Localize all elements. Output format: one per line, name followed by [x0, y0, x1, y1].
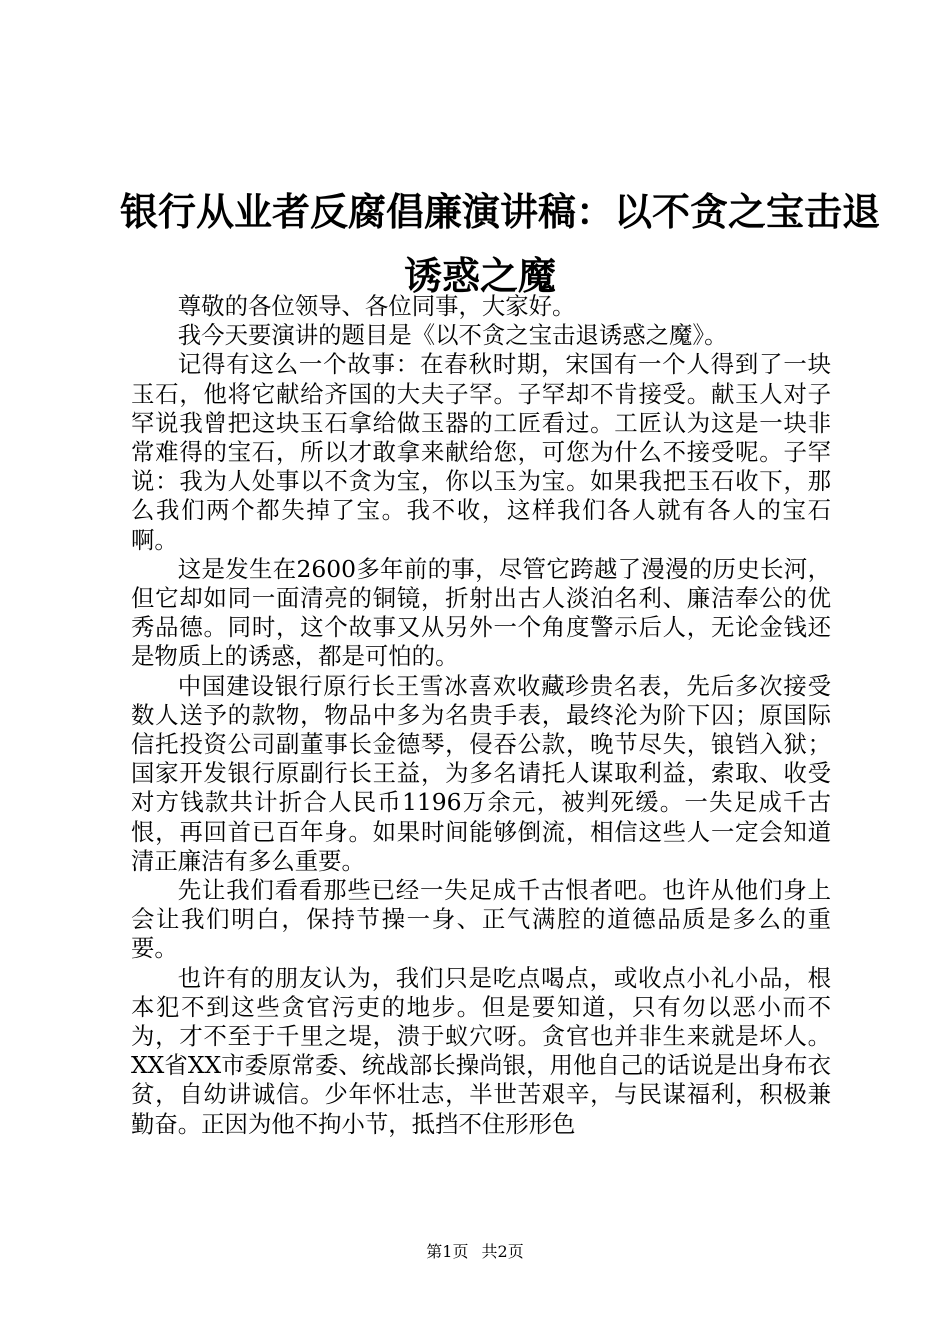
document-body	[131, 292, 831, 1139]
paragraph-small-things: 也许有的朋友认为，我们只是吃点喝点，或收点小礼小品，根本犯不到这些贪官污吏的地步。但是要知道，只有勿以恶小而不为，才不至于千里之堤，溃于蚁穴呀。贪官也并非生来就是坏人。XX省XX市委原常委、统战部长操尚银，用他自己的话说是出身布衣贫，自幼讲诚信。少年怀壮志，半世苦艰辛，与民谋福利，积极兼勤奋。正因为他不拘小节，抵挡不住形形色	[131, 963, 831, 1138]
paragraph-topic: 我今天要演讲的题目是《以不贪之宝击退诱惑之魔》。	[177, 321, 728, 350]
paragraph-lesson: 先让我们看看那些已经一失足成千古恨者吧。也许从他们身上会让我们明白，保持节操一身、正气满腔的道德品质是多么的重要。	[131, 876, 831, 963]
paragraph-history: 这是发生在2600多年前的事，尽管它跨越了漫漫的历史长河，但它却如同一面清亮的铜镜，折射出古人淡泊名利、廉洁奉公的优秀品德。同时，这个故事又从另外一个角度警示后人，无论金钱还是物质上的诱惑，都是可怕的。	[131, 554, 831, 671]
paragraph-cases: 中国建设银行原行长王雪冰喜欢收藏珍贵名表，先后多次接受数人送予的款物，物品中多为名贵手表，最终沦为阶下囚；原国际信托投资公司副董事长金德琴，侵吞公款，晚节尽失，锒铛入狱；国家开发银行原副行长王益，为多名请托人谋取利益，索取、收受对方钱款共计折合人民币1196万余元，被判死缓。一失足成千古恨，再回首已百年身。如果时间能够倒流，相信这些人一定会知道清正廉洁有多么重要。	[131, 671, 831, 875]
title-line-2: 诱惑之魔	[403, 254, 556, 298]
page-total: 共2页	[481, 1242, 524, 1261]
document-title	[120, 180, 881, 308]
paragraph-greeting: 尊敬的各位领导、各位同事，大家好。	[177, 292, 576, 320]
title-line-1: 银行从业者反腐倡廉演讲稿：以不贪之宝击退	[120, 190, 881, 234]
page-footer	[0, 1242, 950, 1262]
paragraph-story: 记得有这么一个故事：在春秋时期，宋国有一个人得到了一块玉石，他将它献给齐国的大夫子罕。子罕却不肯接受。献玉人对子罕说我曾把这块玉石拿给做玉器的工匠看过。工匠认为这是一块非常难得的宝石，所以才敢拿来献给您，可您为什么不接受呢。子罕说：我为人处事以不贪为宝，你以玉为宝。如果我把玉石收下，那么我们两个都失掉了宝。我不收，这样我们各人就有各人的宝石啊。	[131, 350, 831, 554]
page-number: 第1页	[426, 1242, 469, 1261]
